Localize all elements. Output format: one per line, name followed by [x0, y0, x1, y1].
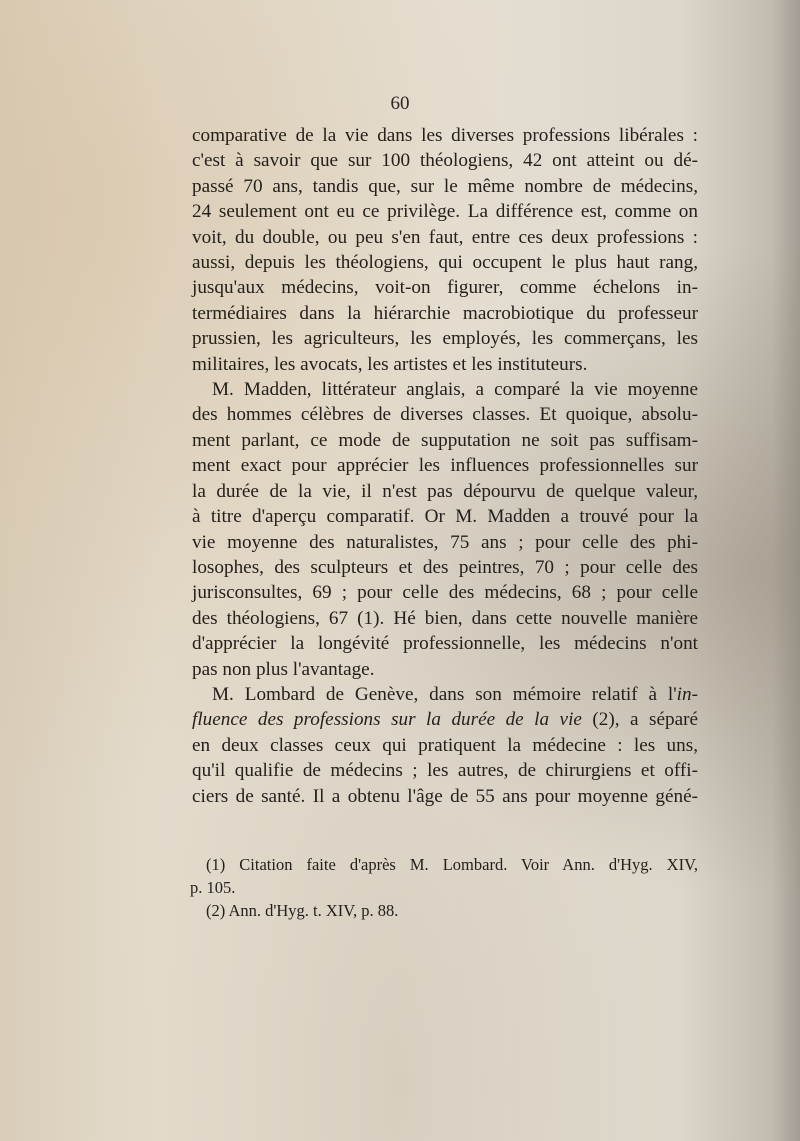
text-line: voit, du double, ou peu s'en faut, entre ces deux professions :: [192, 226, 698, 248]
text-line: en deux classes ceux qui pratiquent la médecine : les uns,: [192, 734, 698, 756]
text-line: ment exact pour apprécier les influences professionnelles sur: [192, 455, 698, 477]
text-line: 24 seulement ont eu ce privilège. La différence est, comme on: [192, 201, 698, 223]
text-line-start: M. Lombard de Genève, dans son mémoire relatif à l': [212, 683, 677, 705]
text-line-end: (2), a séparé: [581, 709, 698, 731]
page-number: 60: [390, 93, 410, 114]
text-line: losophes, des sculpteurs et des peintres, 70 ; pour celle des: [192, 556, 698, 578]
page-edge-shadow: [772, 0, 800, 1141]
text-line: pas non plus l'avantage.: [192, 658, 375, 680]
footnote-1: (1) Citation faite d'après M. Lombard. Voir Ann. d'Hyg. XIV,: [206, 855, 698, 874]
text-line: comparative de la vie dans les diverses professions libérales :: [192, 125, 698, 146]
text-line: la durée de la vie, il n'est pas dépourvu de quelque valeur,: [192, 480, 698, 502]
text-line: des hommes célèbres de diverses classes. Et quoique, absolu-: [192, 404, 698, 426]
text-line: militaires, les avocats, les artistes et les instituteurs.: [192, 353, 588, 375]
text-line: jurisconsultes, 69 ; pour celle des médecins, 68 ; pour celle: [192, 582, 698, 604]
body-text: [192, 123, 698, 809]
text-line: aussi, depuis les théologiens, qui occupent le plus haut rang,: [192, 252, 698, 274]
text-line: qu'il qualifie de médecins ; les autres, de chirurgiens et offi-: [192, 760, 698, 782]
text-line: jusqu'aux médecins, voit-on figurer, comme échelons in-: [192, 277, 698, 299]
text-line: prussien, les agriculteurs, les employés, les commerçans, les: [192, 328, 698, 350]
text-line: d'apprécier la longévité professionnelle, les médecins n'ont: [192, 633, 698, 655]
footnotes: [190, 853, 698, 922]
text-line: des théologiens, 67 (1). Hé bien, dans cette nouvelle manière: [192, 607, 698, 629]
text-line: vie moyenne des naturalistes, 75 ans ; pour celle des phi-: [192, 531, 698, 553]
text-line: ciers de santé. Il a obtenu l'âge de 55 ans pour moyenne géné-: [192, 785, 698, 807]
text-line: [192, 707, 698, 732]
text-line: termédiaires dans la hiérarchie macrobiotique du professeur: [192, 302, 698, 324]
text-line: ment parlant, ce mode de supputation ne soit pas suffisam-: [192, 429, 698, 451]
text-line: à titre d'aperçu comparatif. Or M. Madden a trouvé pour la: [192, 506, 698, 528]
text-line: M. Madden, littérateur anglais, a comparé la vie moyenne: [212, 379, 698, 401]
text-line: passé 70 ans, tandis que, sur le même nombre de médecins,: [192, 175, 698, 197]
text-line: [192, 682, 698, 707]
footnote-2: (2) Ann. d'Hyg. t. XIV, p. 88.: [206, 901, 399, 920]
text-line: c'est à savoir que sur 100 théologiens, 42 ont atteint ou dé-: [192, 150, 698, 172]
italic-text: in-: [676, 683, 698, 705]
italic-title: fluence des professions sur la durée de la vie: [192, 709, 582, 731]
footnote-1-cont: p. 105.: [190, 878, 236, 897]
